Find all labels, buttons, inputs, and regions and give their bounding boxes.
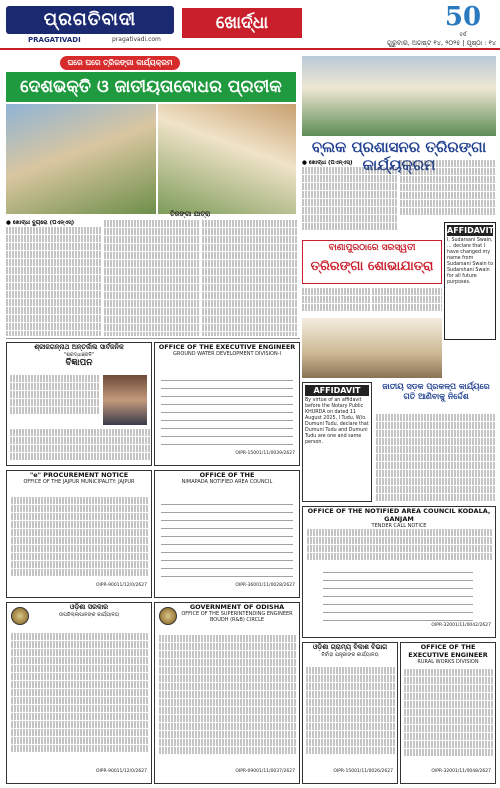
tricolor-headline-1[interactable]: ବାଣାପୁରଠାରେ ସରସ୍ୱତୀ bbox=[328, 243, 416, 253]
anniversary-badge bbox=[430, 2, 496, 36]
affidavit-mid bbox=[302, 382, 372, 502]
jajpur-notice-title: "e" PROCUREMENT NOTICE bbox=[29, 471, 129, 479]
odia-mid-notice-subtitle: ନିର୍ବାହୀ ଯନ୍ତ୍ରୀଙ୍କ କାର୍ଯ୍ୟାଳୟ bbox=[321, 652, 379, 658]
obituary-name: ବିଜ୍ଞାପନ bbox=[65, 358, 93, 368]
boudh-emblem-icon bbox=[159, 607, 177, 625]
masthead bbox=[0, 0, 500, 50]
kodala-notice-ref: OIPR-32001/11/0042/2627 bbox=[431, 623, 491, 628]
obituary-subtitle: "ଶ୍ରଦ୍ଧାଞ୍ଜଳି" bbox=[63, 352, 95, 358]
edition-name: ଖୋର୍ଦ୍ଧା bbox=[182, 8, 302, 38]
rural-works-notice bbox=[400, 642, 496, 784]
odia-mid-notice-title: ଓଡ଼ିଶା ଗ୍ରାମ୍ୟ ବିକାଶ ବିଭାଗ bbox=[312, 643, 388, 651]
rural-works-notice-ref: OIPR-32001/11/0048/2627 bbox=[431, 769, 491, 774]
boudh-notice-subtitle: OFFICE OF THE SUPERINTENDING ENGINEER BOUDH (R&B) CIRCLE bbox=[181, 611, 293, 623]
tricolor-column-2 bbox=[372, 288, 442, 316]
divider bbox=[6, 338, 300, 339]
obituary-text bbox=[10, 375, 100, 415]
boudh-notice-title: GOVERNMENT OF ODISHA bbox=[189, 603, 285, 611]
logo-subtitle: PRAGATIVADI bbox=[28, 36, 81, 44]
bottom-story-column bbox=[376, 414, 496, 502]
bottom-story-headline[interactable]: ଜାତୀୟ ସଡ଼କ ପ୍ରକଳ୍ପ କାର୍ଯ୍ୟରେ ଗତି ଆଣିବାକୁ ନିର୍ଦ୍ଦେଶ bbox=[382, 382, 490, 401]
lead-column-3 bbox=[202, 220, 298, 336]
lead-column-2 bbox=[104, 220, 200, 336]
dateline: ଗୁରୁବାର, ଅଗଷ୍ଟ ୧୪, ୨୦୨୫ | ପୃଷ୍ଠା : ୧୪ bbox=[387, 39, 496, 47]
anniversary-number: 50 bbox=[444, 2, 482, 32]
odia-left-notice bbox=[6, 602, 152, 784]
kodala-notice bbox=[302, 506, 496, 638]
jajpur-notice-body bbox=[11, 497, 149, 577]
affidavit-right-title: AFFIDAVIT bbox=[447, 226, 495, 235]
boudh-notice-body bbox=[159, 635, 297, 763]
odia-left-notice-subtitle: ଉପଜିଲ୍ଲାପାଳଙ୍କ କାର୍ଯ୍ୟାଳୟ bbox=[59, 612, 119, 618]
nimapada-notice bbox=[154, 470, 300, 598]
odia-left-notice-body bbox=[11, 633, 149, 763]
kodala-notice-body bbox=[307, 529, 493, 561]
odisha-emblem-icon bbox=[11, 607, 29, 625]
kodala-notice-subtitle: TENDER CALL NOTICE bbox=[371, 523, 427, 529]
rural-works-notice-body bbox=[404, 669, 494, 767]
jajpur-notice-ref: OIPR-90011/12/0/2627 bbox=[95, 583, 147, 588]
kodala-notice-table bbox=[323, 565, 473, 621]
rural-works-notice-title: OFFICE OF THE EXECUTIVE ENGINEER bbox=[408, 643, 488, 659]
gwdd-notice-title: OFFICE OF THE EXECUTIVE ENGINEER bbox=[158, 343, 296, 351]
odia-mid-notice-ref: OIPR-15001/11/0026/2627 bbox=[333, 769, 393, 774]
newspaper-logo[interactable]: ପ୍ରଗତିବାଦୀ bbox=[6, 6, 174, 34]
right-story-byline: ● ଖୋର୍ଦ୍ଧା (ପିଏନ୍‌ଏସ୍‌) bbox=[302, 160, 353, 166]
affidavit-right-text: I, Sudarsani Swain, ... declare that I have changed my name from Sudarsani Swain to Sudarshani Swain for all future purposes. bbox=[447, 238, 493, 285]
anniversary-label: ବର୍ଷ bbox=[459, 32, 467, 38]
odia-left-notice-ref: OIPR-90011/12/0/2627 bbox=[95, 769, 147, 774]
nimapada-notice-table bbox=[161, 501, 293, 577]
odia-left-notice-title: ଓଡ଼ିଶା ସରକାର bbox=[69, 603, 109, 611]
nimapada-notice-ref: OIPR-36001/11/0028/2627 bbox=[235, 583, 295, 588]
tricolor-photo bbox=[302, 318, 442, 378]
gwdd-notice bbox=[154, 342, 300, 466]
right-story-photo bbox=[302, 56, 496, 136]
lead-headline[interactable]: ଦେଶଭକ୍ତି ଓ ଜାତୀୟତାବୋଧର ପ୍ରତୀକ bbox=[6, 72, 296, 102]
odia-mid-notice-body bbox=[306, 667, 396, 767]
right-story-column-1 bbox=[302, 160, 398, 238]
website-url[interactable]: pragativadi.com bbox=[112, 36, 161, 43]
lead-column-1 bbox=[6, 220, 102, 336]
lead-byline: ● ଖୋର୍ଦ୍ଧା ବ୍ୟୁରୋ (ପିଏନ୍‌ଏସ୍‌) bbox=[6, 220, 75, 226]
rural-works-notice-subtitle: RURAL WORKS DIVISION bbox=[417, 659, 479, 665]
affidavit-right bbox=[444, 222, 496, 340]
odia-mid-notice bbox=[302, 642, 398, 784]
jajpur-notice bbox=[6, 470, 152, 598]
tricolor-story-box bbox=[302, 240, 442, 284]
obituary-portrait bbox=[103, 375, 147, 425]
affidavit-mid-text: By virtue of an affidavit before the Notary Public KHURDA on dated 11 August 2025, I Tudu, W/o. Dumuni Tudu, declare that Dumuni Tudu and Dumuni Tudu are one and same person. bbox=[305, 398, 369, 445]
gwdd-notice-subtitle: GROUND WATER DEVELOPMENT DIVISION-I bbox=[173, 351, 281, 357]
gwdd-notice-table bbox=[161, 373, 293, 445]
obituary-body bbox=[10, 429, 150, 465]
gwdd-notice-ref: OIPR-15001/11/0039/2627 bbox=[235, 451, 295, 456]
kodala-notice-title: OFFICE OF THE NOTIFIED AREA COUNCIL KODALA, GANJAM bbox=[307, 507, 491, 523]
jajpur-notice-subtitle: OFFICE OF THE JAJPUR MUNICIPALITY: JAJPUR bbox=[23, 479, 135, 485]
boudh-notice-ref: OIPR-09001/11/0037/2627 bbox=[235, 769, 295, 774]
nimapada-notice-title: OFFICE OF THE bbox=[199, 471, 255, 479]
obituary-notice bbox=[6, 342, 152, 466]
lead-photo-caption: ତିରଙ୍ଗା ଯାତ୍ରା bbox=[170, 210, 211, 218]
right-story-headline[interactable]: ବ୍ଲକ ପ୍ରଶାସନର ତ୍ରିରଙ୍ଗା କାର୍ଯ୍ୟକ୍ରମ bbox=[311, 138, 487, 174]
tricolor-headline-2[interactable]: ତ୍ରିରଙ୍ଗା ଶୋଭାଯାତ୍ରା bbox=[310, 259, 434, 274]
tricolor-column-1 bbox=[302, 288, 370, 316]
nimapada-notice-subtitle: NIMAPADA NOTIFIED AREA COUNCIL bbox=[181, 479, 273, 485]
lead-photo-left bbox=[6, 104, 156, 214]
obituary-title: ଶ୍ରୀଜଗନ୍ନାଥ ଅନ୍ତର୍ଜାଲ ସାର୍ବଜନିକ bbox=[34, 343, 124, 351]
boudh-notice bbox=[154, 602, 300, 784]
right-story-column-2 bbox=[400, 160, 496, 220]
lead-kicker: ଘରେ ଘରେ ତ୍ରିରଙ୍ଗା କାର୍ଯ୍ୟକ୍ରମ bbox=[60, 56, 180, 70]
affidavit-mid-title: AFFIDAVIT bbox=[305, 385, 369, 396]
lead-photo-right bbox=[158, 104, 296, 214]
